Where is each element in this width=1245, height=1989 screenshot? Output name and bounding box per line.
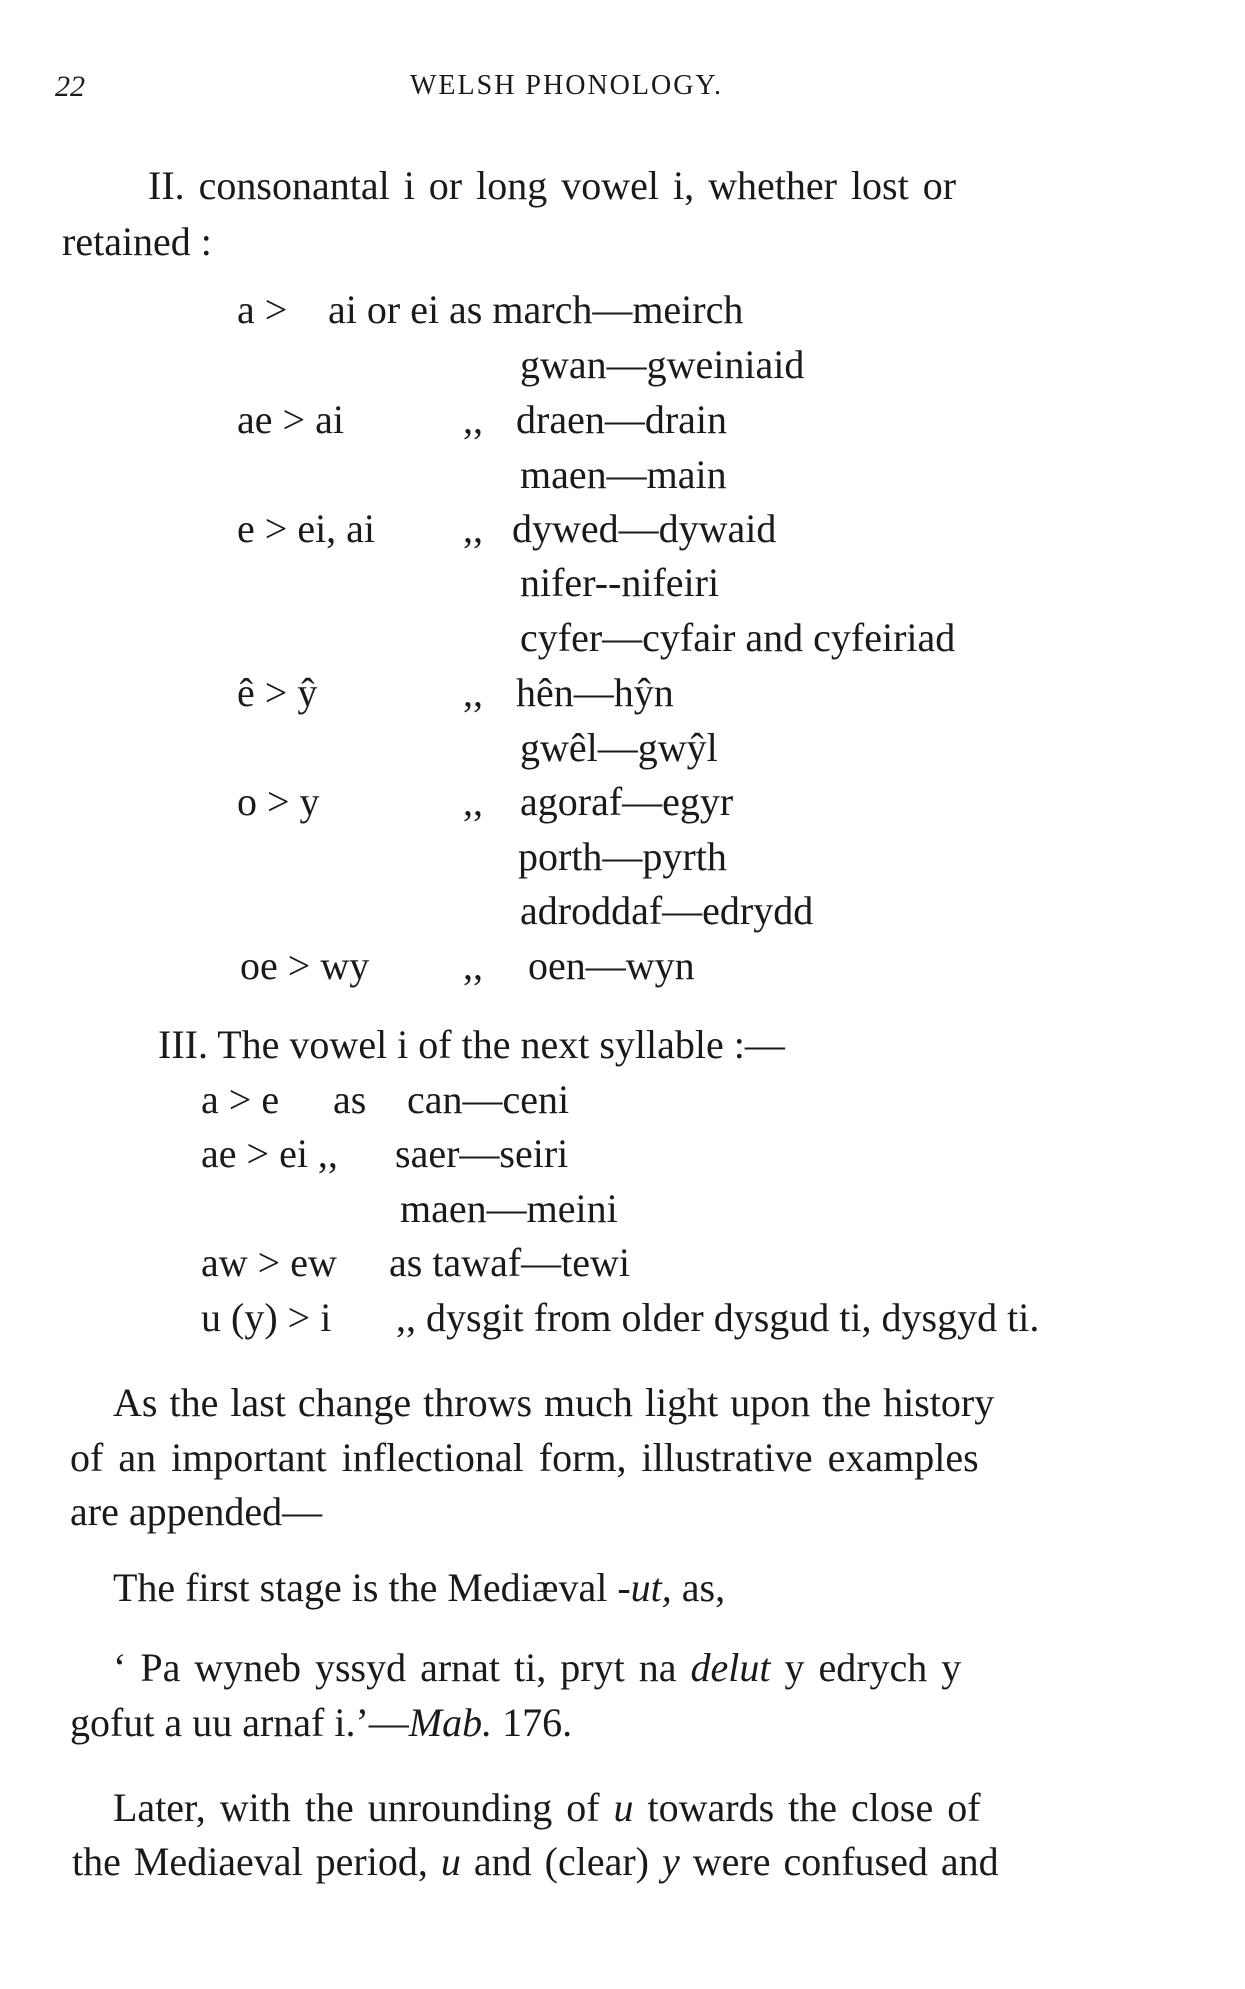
text-run: 176.	[492, 1700, 573, 1745]
italic-suffix: -ut,	[617, 1565, 672, 1610]
text-run: ‘ Pa wyneb yssyd arnat ti, pryt na	[113, 1645, 691, 1690]
example-line: gwêl—gwŷl	[520, 725, 718, 770]
ditto-mark: ,,	[463, 943, 483, 988]
section-2-heading-line1: II. consonantal i or long vowel i, whether lost or	[148, 163, 957, 208]
connector-word: as	[333, 1077, 367, 1122]
ditto-mark: ,,	[463, 397, 483, 442]
section-3-heading: III. The vowel i of the next syllable :—	[158, 1022, 785, 1067]
paragraph-line: are appended—	[70, 1489, 323, 1534]
text-run: Later, with the unrounding of	[113, 1785, 614, 1830]
sound-change: ae > ei ,,	[201, 1131, 338, 1176]
italic-letter: u	[613, 1785, 634, 1830]
example-line: ,, dysgit from older dysgud ti, dysgyd ti.	[396, 1295, 1040, 1340]
example-line: as tawaf—tewi	[389, 1240, 631, 1285]
example-line: can—ceni	[407, 1077, 570, 1122]
sound-change: a >	[237, 287, 288, 332]
paragraph-line	[113, 1785, 981, 1830]
quote-line	[113, 1645, 962, 1690]
paragraph-line	[72, 1839, 999, 1884]
example-line: nifer--nifeiri	[520, 560, 720, 605]
example-line: porth—pyrth	[518, 834, 727, 879]
example-line: agoraf—egyr	[520, 779, 734, 824]
example-line: dywed—dywaid	[512, 506, 777, 551]
example-line: saer—seiri	[395, 1131, 569, 1176]
ditto-mark: ,,	[463, 506, 483, 551]
section-2-heading-line2: retained :	[62, 219, 212, 264]
ditto-mark: ,,	[463, 670, 483, 715]
running-title: WELSH PHONOLOGY.	[410, 70, 724, 101]
example-line: maen—meini	[400, 1186, 618, 1231]
paragraph-line: of an important inflectional form, illustrative examples	[70, 1435, 979, 1480]
text-run: towards the close of	[633, 1785, 981, 1830]
sound-change: u (y) > i	[201, 1295, 332, 1340]
sound-change: a > e	[201, 1077, 280, 1122]
sound-change: ê > ŷ	[237, 670, 318, 715]
example-line: ai or ei as march—meirch	[328, 287, 744, 332]
sound-change: oe > wy	[240, 943, 370, 988]
example-line: adroddaf—edrydd	[520, 888, 814, 933]
text-run: gofut a uu arnaf i.’—	[70, 1700, 409, 1745]
example-line: cyfer—cyfair and cyfeiriad	[520, 615, 956, 660]
text-run: The first stage is the Mediæval	[113, 1565, 618, 1610]
example-line: maen—main	[520, 452, 727, 497]
sound-change: aw > ew	[201, 1240, 337, 1285]
sound-change: o > y	[237, 779, 320, 824]
quote-line	[70, 1700, 573, 1745]
example-line: draen—drain	[516, 397, 728, 442]
sound-change: e > ei, ai	[237, 506, 376, 551]
italic-letter: u	[440, 1839, 461, 1884]
text-run: the Mediaeval period,	[72, 1839, 441, 1884]
text-run: as,	[671, 1565, 726, 1610]
source-abbrev: Mab.	[408, 1700, 493, 1745]
paragraph-line	[113, 1565, 726, 1610]
italic-letter: y	[661, 1839, 680, 1884]
text-run: were confused and	[679, 1839, 999, 1884]
text-run: y edrych y	[770, 1645, 962, 1690]
example-line: gwan—gweiniaid	[520, 342, 805, 387]
page-number: 22	[55, 70, 85, 103]
ditto-mark: ,,	[463, 779, 483, 824]
example-line: oen—wyn	[528, 943, 695, 988]
example-line: hên—hŷn	[516, 670, 674, 715]
italic-word: delut	[690, 1645, 771, 1690]
text-run: and (clear)	[460, 1839, 662, 1884]
paragraph-line: As the last change throws much light upon the history	[113, 1380, 995, 1425]
sound-change: ae > ai	[237, 397, 344, 442]
